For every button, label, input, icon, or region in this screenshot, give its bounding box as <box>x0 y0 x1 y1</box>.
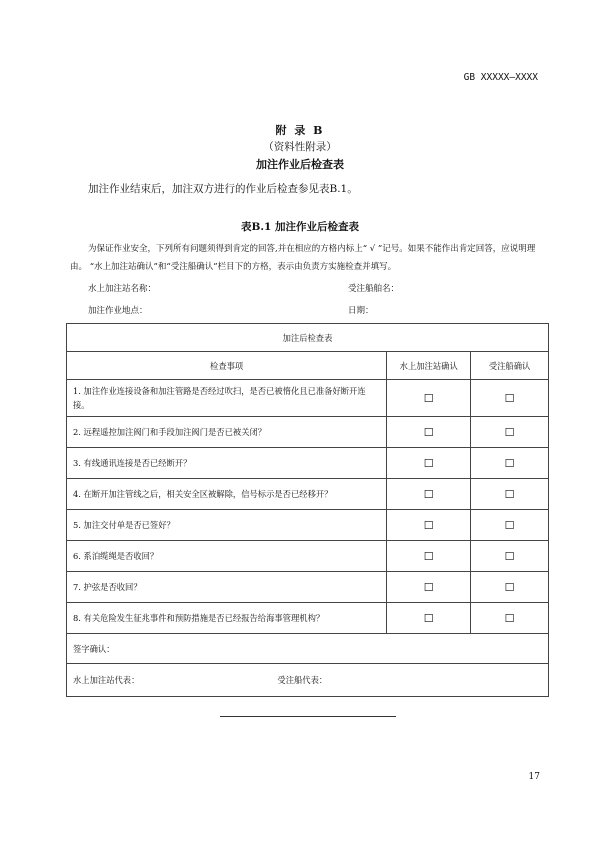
ship-checkbox[interactable]: ☐ <box>471 417 549 448</box>
table-title: 加注后检查表 <box>67 324 549 352</box>
ship-checkbox[interactable]: ☐ <box>471 510 549 541</box>
check-item-text: 4. 在断开加注管线之后，相关安全区被解除，信号标示是否已经移开？ <box>67 479 387 510</box>
station-checkbox[interactable]: ☐ <box>387 417 471 448</box>
signature-label: 签字确认： <box>67 634 549 664</box>
station-representative-label: 水上加注站代表： <box>73 675 140 685</box>
station-checkbox[interactable]: ☐ <box>387 603 471 634</box>
station-checkbox[interactable]: ☐ <box>387 572 471 603</box>
table-row <box>67 510 549 541</box>
table-row <box>67 572 549 603</box>
appendix-label: 附 录 B <box>275 124 325 137</box>
ship-checkbox[interactable]: ☐ <box>471 572 549 603</box>
check-item-text: 8. 有关危险发生征兆事件和预防措施是否已经报告给海事管理机构？ <box>67 603 387 634</box>
ship-name-field: 受注船舶名： <box>348 284 400 294</box>
table-title-row <box>67 324 549 352</box>
table-caption: 表B.1 加注作业后检查表 <box>241 221 359 233</box>
table-header-row <box>67 352 549 380</box>
table-row <box>67 448 549 479</box>
intro-paragraph: 加注作业结束后，加注双方进行的作业后检查参见表B.1。 <box>88 183 358 195</box>
signature-row <box>67 634 549 664</box>
ship-checkbox[interactable]: ☐ <box>471 479 549 510</box>
ship-checkbox[interactable]: ☐ <box>471 448 549 479</box>
header-check-item: 检查事项 <box>67 352 387 380</box>
instructions-paragraph: 为保证作业安全，下列所有问题须得到肯定的回答,并在相应的方格内标上“ √ ”记号。如果不能作出肯定回答，应说明理由。 “水上加注站确认”和“受注船确认”栏目下的方格，表示由负责方实施检查并填写。 <box>70 244 536 272</box>
location-field: 加注作业地点： <box>88 306 148 316</box>
check-item-text: 2. 远程遥控加注阀门和手段加注阀门是否已被关闭？ <box>67 417 387 448</box>
check-item-text: 5. 加注交付单是否已签好？ <box>67 510 387 541</box>
station-checkbox[interactable]: ☐ <box>387 380 471 417</box>
post-bunkering-checklist-table <box>66 323 549 697</box>
table-row <box>67 479 549 510</box>
check-item-text: 7. 护弦是否收回？ <box>67 572 387 603</box>
ship-checkbox[interactable]: ☐ <box>471 603 549 634</box>
check-item-text: 3. 有线通讯连接是否已经断开？ <box>67 448 387 479</box>
representatives-cell <box>67 664 549 697</box>
ship-checkbox[interactable]: ☐ <box>471 380 549 417</box>
station-checkbox[interactable]: ☐ <box>387 448 471 479</box>
table-row <box>67 380 549 417</box>
check-item-text: 1. 加注作业连接设备和加注管路是否经过吹扫，是否已被惰化且已准备好断开连接。 <box>67 380 387 417</box>
standard-number: GB XXXXX—XXXX <box>463 72 538 83</box>
station-name-field: 水上加注站名称： <box>88 284 157 294</box>
appendix-nature: （资料性附录） <box>263 141 337 153</box>
appendix-title: 加注作业后检查表 <box>256 158 344 171</box>
representatives-row <box>67 664 549 697</box>
ship-checkbox[interactable]: ☐ <box>471 541 549 572</box>
table-row <box>67 541 549 572</box>
header-ship-confirm: 受注船确认 <box>471 352 549 380</box>
table-row <box>67 603 549 634</box>
check-item-text: 6. 系泊缆绳是否收回？ <box>67 541 387 572</box>
station-checkbox[interactable]: ☐ <box>387 541 471 572</box>
station-checkbox[interactable]: ☐ <box>387 479 471 510</box>
page-number: 17 <box>528 772 540 782</box>
table-row <box>67 417 549 448</box>
date-field: 日期： <box>348 306 374 316</box>
ship-representative-label: 受注船代表： <box>277 675 328 685</box>
header-station-confirm: 水上加注站确认 <box>387 352 471 380</box>
station-checkbox[interactable]: ☐ <box>387 510 471 541</box>
end-of-document-rule <box>220 716 396 717</box>
